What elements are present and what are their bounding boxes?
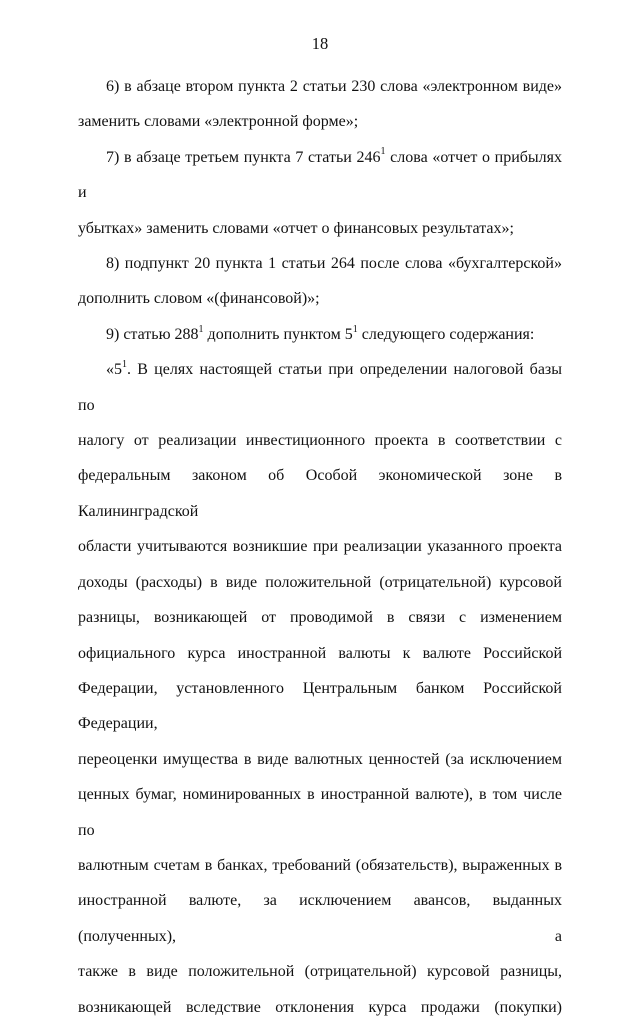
quote-superscript: 1 [122, 358, 127, 370]
quote-line-9: переоценки имущества в виде валютных ценностей (за исключением [78, 750, 562, 768]
quote-line-11: валютным счетам в банках, требований (обязательств), выраженных в [78, 856, 562, 874]
item-6-line-1: 6) в абзаце втором пункта 2 статьи 230 слова «электронном виде» [106, 78, 562, 95]
item-7-line-2: убытках» заменить словами «отчет о финансовых результатах»; [78, 219, 514, 237]
item-7-superscript: 1 [380, 146, 386, 158]
quote-line-1-text-a: «5 [106, 361, 122, 379]
quote-line-4: области учитываются возникшие при реализации указанного проекта [78, 538, 562, 556]
item-9-line-1-text-b: дополнить пунктом 5 [203, 325, 353, 343]
item-7-line-1-text-b: слова «отчет о прибылях и [78, 148, 563, 202]
quote-line-6: разницы, возникающей от проводимой в связи с изменением [78, 609, 562, 627]
quote-line-13: также в виде положительной (отрицательной) курсовой разницы, [78, 963, 562, 981]
quote-line-5: доходы (расходы) в виде положительной (отрицательной) курсовой [78, 573, 562, 591]
item-9-line-1-text-c: следующего содержания: [357, 325, 535, 343]
amendment-item-8 [78, 246, 562, 317]
quote-line-1 [78, 352, 562, 423]
document-body [78, 69, 562, 1025]
item-6-line-2: заменить словами «электронной форме»; [78, 113, 359, 131]
quote-line-14: возникающей вследствие отклонения курса продажи (покупки) [78, 998, 562, 1016]
item-7-line-1 [78, 140, 562, 211]
item-8-line-2: дополнить словом «(финансовой)»; [78, 290, 320, 308]
quoted-paragraph-5-1 [78, 352, 562, 1025]
quote-line-12: иностранной валюте, за исключением авансов, выданных (полученных), а [78, 892, 562, 945]
quote-line-1-text-b: . В целях настоящей статьи при определении налоговой базы по [78, 361, 562, 414]
page-number: 18 [311, 34, 329, 53]
item-8-line-1: 8) подпункт 20 пункта 1 статьи 264 после слова «бухгалтерской» [106, 255, 562, 273]
quote-line-2: налогу от реализации инвестиционного проекта в соответствии с [78, 432, 562, 450]
item-9-line-1-text-a: 9) статью 288 [106, 325, 199, 343]
item-9-superscript-2: 1 [352, 323, 358, 335]
item-9-superscript-1: 1 [198, 323, 204, 335]
quote-line-3: федеральным законом об Особой экономической зоне в Калининградской [78, 467, 562, 520]
quote-line-10: ценных бумаг, номинированных в иностранной валюте), в том числе по [78, 786, 562, 839]
quote-line-7: официального курса иностранной валюты к валюте Российской [78, 644, 562, 662]
item-9-line-1 [78, 317, 562, 352]
amendment-item-9 [78, 317, 562, 352]
amendment-item-7 [78, 140, 562, 246]
amendment-item-6 [78, 69, 562, 140]
item-7-line-1-text-a: 7) в абзаце третьем пункта 7 статьи 246 [106, 148, 381, 166]
quote-line-8: Федерации, установленного Центральным банком Российской Федерации, [78, 679, 562, 733]
